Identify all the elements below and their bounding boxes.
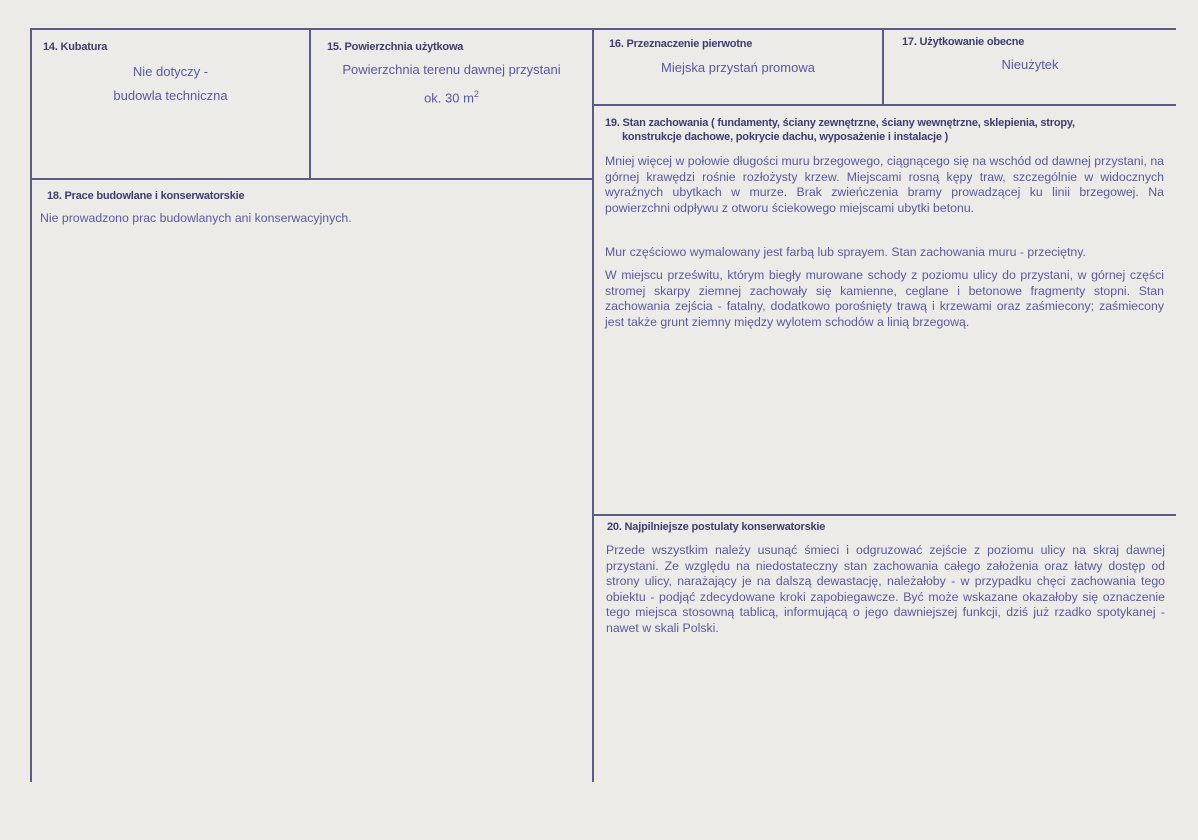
rule-top	[30, 28, 1176, 30]
rule-row-mid-right	[592, 104, 1176, 106]
kubatura-label: 14. Kubatura	[43, 41, 108, 53]
powierzchnia-unit-exponent: 2	[473, 89, 479, 99]
prace-text: Nie prowadzono prac budowlanych ani konserwacyjnych.	[40, 211, 352, 225]
postulaty-text: Przede wszystkim należy usunąć śmieci i odgruzować zejście z poziomu ulicy na skraj dawnej przystani. Ze względu na niedostateczny stan zachowania całego założenia oraz łatwy dostęp od strony ulicy, narażający je na dalszą dewastację, należałoby - w przypadku chęci zachowania tego obiektu - podjąć zdecydowane kroki zapobiegawcze. Być może wskazane okazałoby się oznaczenie tego miejsca stosowną tablicą, informującą o jego dawniejszej funkcji, dziś już rzadko spotykanej - nawet w skali Polski.	[606, 543, 1165, 635]
rule-left	[30, 28, 32, 782]
uzytkowanie-label: 17. Użytkowanie obecne	[902, 36, 1025, 48]
powierzchnia-area: ok. 30 m	[424, 90, 474, 106]
prace-label: 18. Prace budowlane i konserwatorskie	[47, 190, 245, 202]
kubatura-value-line2: budowla techniczna	[113, 88, 228, 103]
uzytkowanie-value: Nieużytek	[1001, 57, 1059, 72]
rule-row-mid-left	[30, 178, 592, 180]
powierzchnia-label: 15. Powierzchnia użytkowa	[327, 41, 464, 53]
postulaty-label: 20. Najpilniejsze postulaty konserwatorskie	[607, 521, 826, 533]
stan-paragraph-3: W miejscu prześwitu, którym biegły murowane schody z poziomu ulicy do przystani, w górnej części stromej skarpy ziemnej zachowały się kamienne, ceglane i betonowe fragmenty stopni. Stan zachowania zejścia - fatalny, dodatkowo porośnięty trawą i krzewami oraz zaśmiecony; zaśmiecony jest także grunt ziemny między wylotem schodów a linią brzegową.	[605, 268, 1164, 329]
rule-row-lower-right	[592, 514, 1176, 516]
powierzchnia-value-line1: Powierzchnia terenu dawnej przystani	[342, 62, 561, 77]
przeznaczenie-label: 16. Przeznaczenie pierwotne	[609, 38, 753, 50]
stan-label-line1: 19. Stan zachowania ( fundamenty, ściany zewnętrzne, ściany wewnętrzne, sklepienia, stropy,	[605, 117, 1075, 129]
powierzchnia-value-line2	[311, 82, 592, 110]
stan-paragraph-2: Mur częściowo wymalowany jest farbą lub sprayem. Stan zachowania muru - przeciętny.	[605, 245, 1086, 259]
rule-col-2	[592, 28, 594, 782]
kubatura-value-line1: Nie dotyczy -	[132, 64, 209, 79]
przeznaczenie-value: Miejska przystań promowa	[661, 60, 815, 75]
stan-label-line2: konstrukcje dachowe, pokrycie dachu, wyposażenie i instalacje )	[622, 131, 949, 143]
stan-paragraph-1: Mniej więcej w połowie długości muru brzegowego, ciągnącego się na wschód od dawnej przystani, na górnej krawędzi rośnie rozłożysty krzew. Miejscami rosną kępy traw, szczególnie w widocznych wyraźnych ubytkach w murze. Brak zwieńczenia bramy prowadzącej ku linii brzegowej. Na powierzchni odpływu z otworu ściekowego miejscami ubytki betonu.	[605, 154, 1164, 215]
